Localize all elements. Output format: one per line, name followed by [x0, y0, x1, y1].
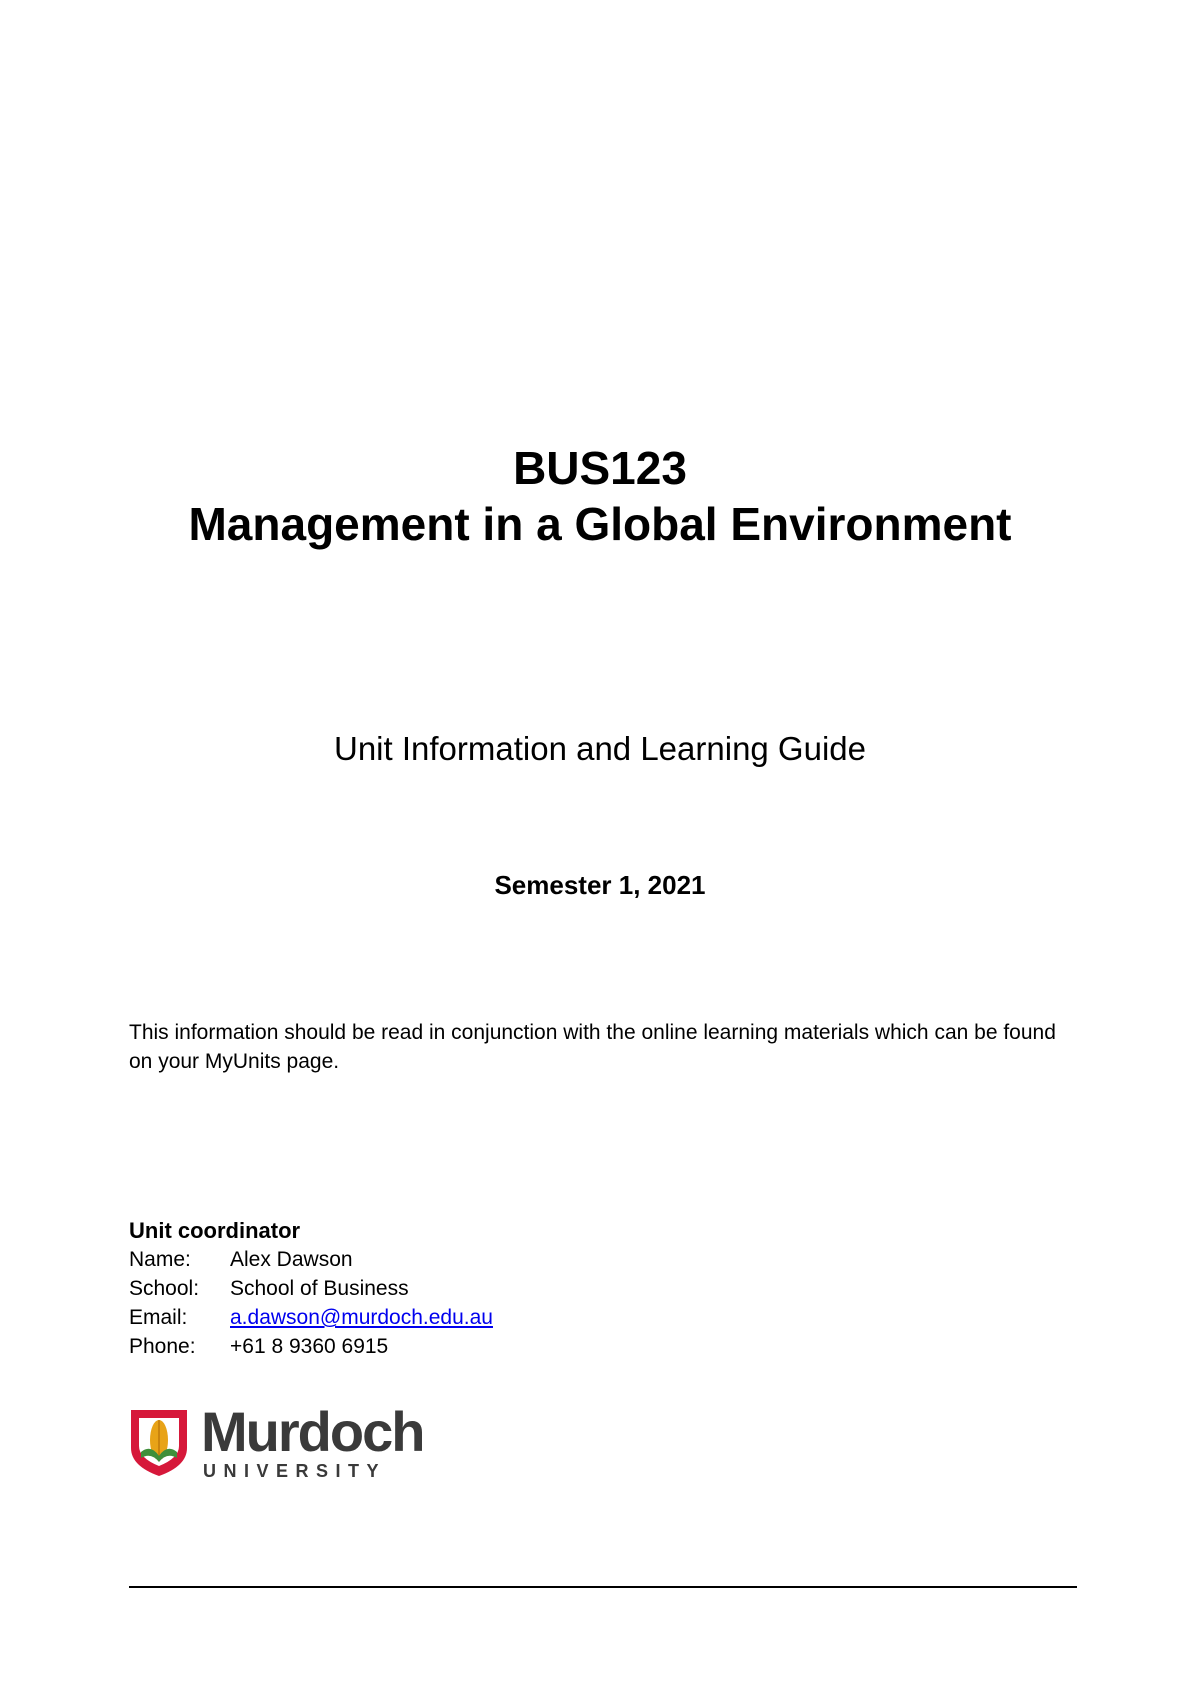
title-block [0, 440, 1200, 552]
coordinator-heading: Unit coordinator [129, 1218, 301, 1243]
phone-label: Phone: [129, 1335, 196, 1358]
coordinator-email-row [129, 1303, 829, 1332]
coordinator-name-row [129, 1245, 829, 1274]
email-label: Email: [129, 1306, 188, 1329]
semester-label: Semester 1, 2021 [494, 870, 706, 900]
name-value: Alex Dawson [230, 1248, 353, 1271]
university-crest-icon [129, 1408, 189, 1478]
footer-rule [129, 1586, 1077, 1588]
phone-value: +61 8 9360 6915 [230, 1335, 389, 1358]
unit-name: Management in a Global Environment [188, 498, 1012, 550]
info-paragraph: This information should be read in conjunction with the online learning materials which can be found on your MyUnits page. [129, 1021, 1056, 1073]
document-subtitle: Unit Information and Learning Guide [334, 730, 866, 767]
email-link[interactable]: a.dawson@murdoch.edu.au [230, 1306, 493, 1329]
coordinator-phone-row [129, 1332, 829, 1361]
logo-subtext: UNIVERSITY [203, 1461, 387, 1481]
logo-wordmark: Murdoch [201, 1400, 424, 1463]
coordinator-school-row [129, 1274, 829, 1303]
coordinator-block [129, 1216, 829, 1361]
murdoch-logo [129, 1400, 424, 1484]
unit-code: BUS123 [513, 442, 687, 494]
name-label: Name: [129, 1248, 191, 1271]
school-value: School of Business [230, 1277, 409, 1300]
school-label: School: [129, 1277, 200, 1300]
